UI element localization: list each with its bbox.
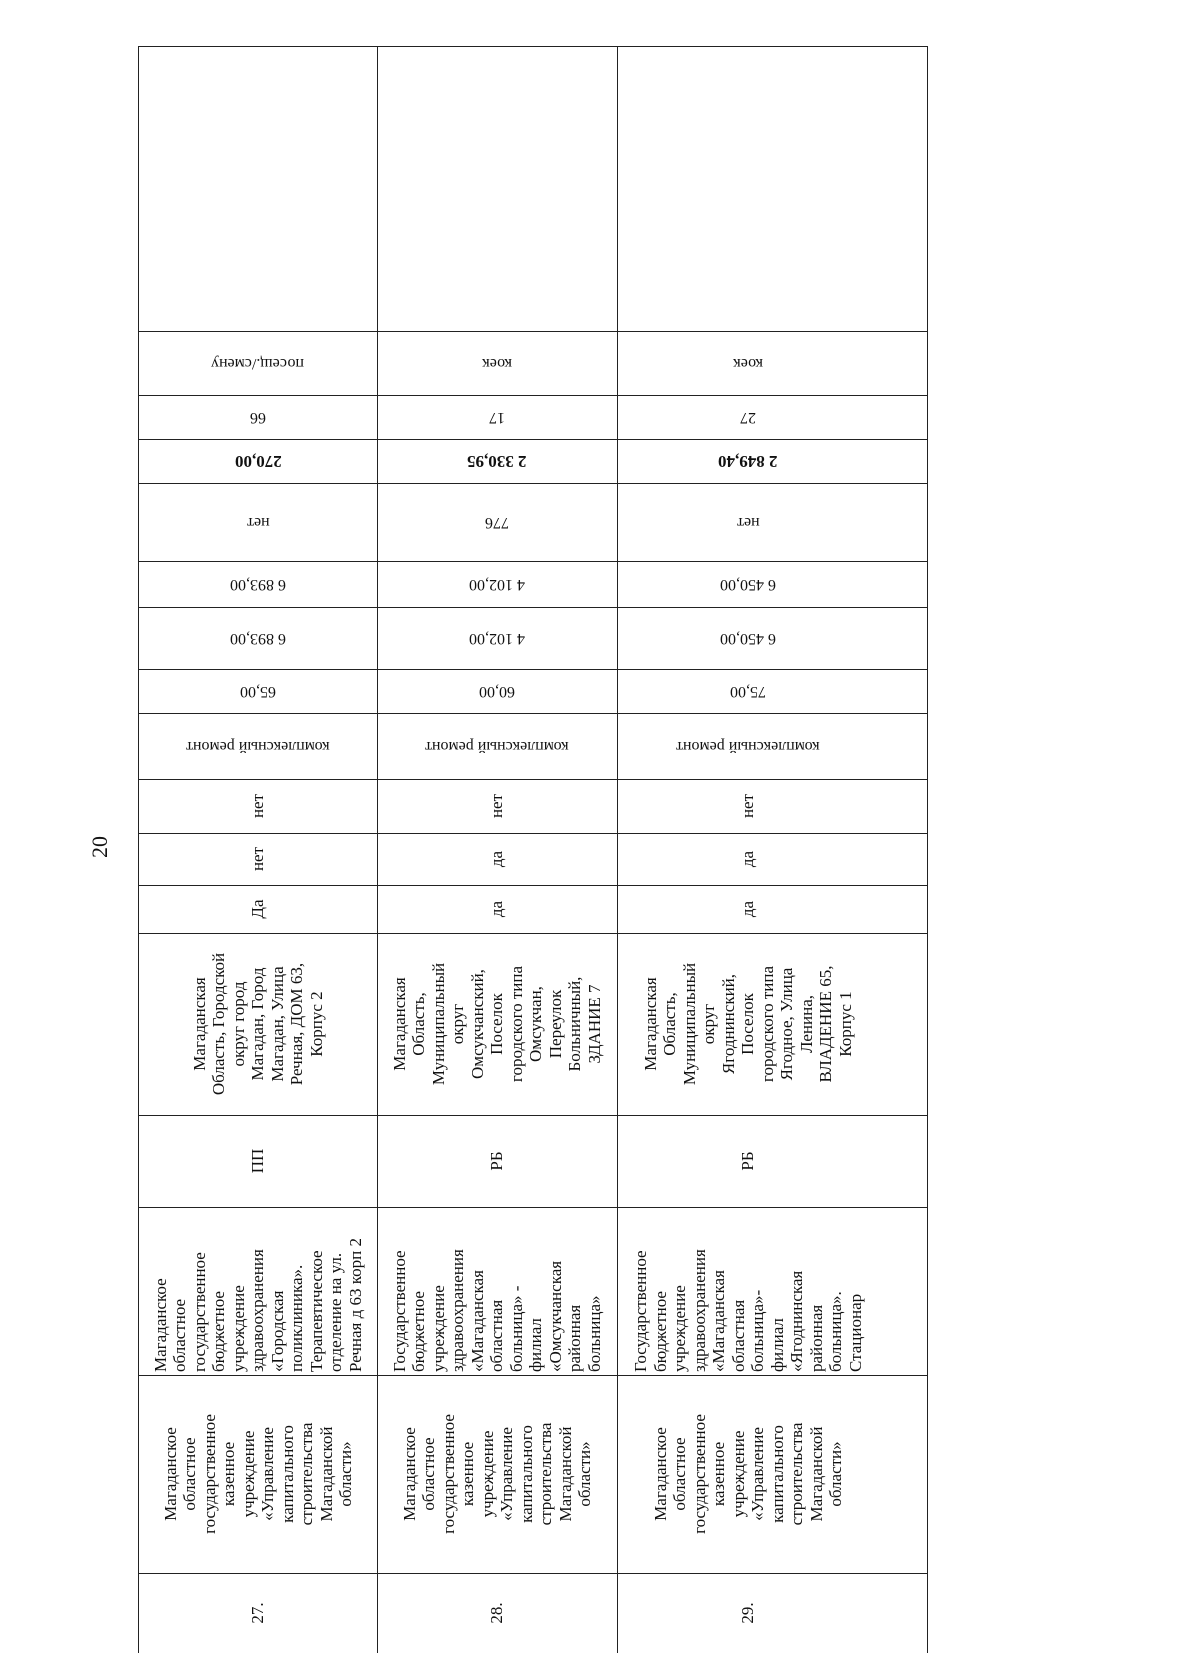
cell-text-capacity: 66 [250, 409, 266, 426]
table-cell-unit [617, 331, 879, 395]
table-cell-capacity [139, 395, 377, 439]
cell-text-price: 270,00 [234, 452, 282, 471]
cell-text-capacity: 27 [740, 409, 756, 426]
table-cell-work [617, 713, 879, 779]
table-cell-cost_work [617, 561, 879, 607]
table-cell-address [617, 933, 879, 1115]
table-cell-num [377, 1573, 617, 1653]
table-cell-type [139, 1115, 377, 1207]
table-cell-flag2 [617, 833, 879, 885]
table-cell-address [377, 933, 617, 1115]
cell-text-num: 27. [248, 1602, 268, 1624]
cell-text-address: Магаданская Область, Муниципальный округ Ягоднинский, Поселок городского типа Ягодное, Улица Ленина, ВЛАДЕНИЕ 65, Корпус 1 [640, 962, 855, 1086]
table-cell-flag3 [377, 779, 617, 833]
table-cell-flag1 [617, 885, 879, 933]
cell-text-num: 29. [738, 1602, 758, 1624]
table-cell-num [617, 1573, 879, 1653]
table-cell-customer [139, 1375, 377, 1573]
cell-text-institution: Государственное бюджетное учреждение здравоохранения «Магаданская областная больница» - филиал «Омсукчанская районная больница» [389, 1249, 604, 1372]
table-cell-wear [139, 669, 377, 713]
table-cell-flag2 [377, 833, 617, 885]
cell-text-wear: 65,00 [240, 683, 276, 700]
table-cell-address [139, 933, 377, 1115]
table-cell-wear [617, 669, 879, 713]
table-cell-cost_work [139, 561, 377, 607]
cell-text-work: комплексный ремонт [186, 738, 330, 755]
table-cell-capacity [377, 395, 617, 439]
cell-text-area: нет [246, 514, 270, 531]
table-cell-capacity [617, 395, 879, 439]
table-cell-num [139, 1573, 377, 1653]
cell-text-type: РБ [487, 1151, 507, 1171]
cell-text-address: Магаданская Область, Муниципальный округ Омсукчанский, Поселок городского типа Омсукчан, Переулок Больничный, ЗДАНИЕ 7 [389, 962, 604, 1086]
table-cell-institution [377, 1207, 617, 1375]
cell-text-flag1: да [738, 900, 758, 918]
cell-text-flag1: да [487, 900, 507, 918]
table-cell-customer [617, 1375, 879, 1573]
cell-text-flag3: нет [738, 793, 758, 819]
table-cell-institution [139, 1207, 377, 1375]
cell-text-unit: коек [481, 355, 513, 372]
cell-text-flag3: нет [248, 793, 268, 819]
cell-text-flag2: да [487, 850, 507, 868]
cell-text-flag1: Да [248, 899, 268, 919]
cell-text-customer: Магаданское областное государственное казенное учреждение «Управление капитального строительства Магаданской области» [650, 1414, 845, 1534]
cell-text-work: комплексный ремонт [676, 738, 820, 755]
cell-text-customer: Магаданское областное государственное казенное учреждение «Управление капитального строительства Магаданской области» [160, 1414, 355, 1534]
table-cell-institution [617, 1207, 879, 1375]
cell-text-num: 28. [487, 1602, 507, 1624]
table-cell-price [139, 439, 377, 483]
cell-text-price: 2 849,40 [718, 452, 778, 471]
table-cell-price [377, 439, 617, 483]
cell-text-capacity: 17 [489, 409, 505, 426]
cell-text-price: 2 330,95 [467, 452, 527, 471]
table-cell-unit [139, 331, 377, 395]
cell-text-area: 776 [485, 514, 509, 531]
cell-text-unit: коек [732, 355, 764, 372]
table-cell-flag3 [617, 779, 879, 833]
cell-text-address: Магаданская Область, Городской округ город Магадан, Город Магадан, Улица Речная, ДОМ 63, Корпус 2 [189, 952, 326, 1096]
table-cell-work [139, 713, 377, 779]
cell-text-unit: посещ./смену [211, 355, 305, 372]
table-cell-area [377, 483, 617, 561]
cell-text-type: РБ [738, 1151, 758, 1171]
table-cell-flag1 [377, 885, 617, 933]
table-cell-price [617, 439, 879, 483]
cell-text-type: ПП [248, 1148, 268, 1174]
cell-text-cost_total: 6 893,00 [230, 630, 286, 647]
cell-text-flag3: нет [487, 793, 507, 819]
table-cell-customer [377, 1375, 617, 1573]
table-cell-cost_total [139, 607, 377, 669]
cell-text-institution: Государственное бюджетное учреждение здравоохранения «Магаданская областная больница»- филиал «Ягоднинская районная больница». Стационар [631, 1249, 865, 1372]
table-cell-type [377, 1115, 617, 1207]
table-cell-wear [377, 669, 617, 713]
cell-text-institution: Магаданское областное государственное бюджетное учреждение здравоохранения «Городская поликлиника». Терапевтическое отделение на ул. Речная д 63 корп 2 [150, 1237, 365, 1372]
cell-text-cost_total: 6 450,00 [720, 630, 776, 647]
cell-text-cost_work: 6 893,00 [230, 576, 286, 593]
table-cell-flag1 [139, 885, 377, 933]
cell-text-work: комплексный ремонт [425, 738, 569, 755]
table-cell-flag3 [139, 779, 377, 833]
table-cell-type [617, 1115, 879, 1207]
table-cell-cost_total [617, 607, 879, 669]
table-cell-work [377, 713, 617, 779]
table-cell-cost_work [377, 561, 617, 607]
table-cell-unit [377, 331, 617, 395]
table-cell-area [617, 483, 879, 561]
table-cell-area [139, 483, 377, 561]
cell-text-flag2: да [738, 850, 758, 868]
table-cell-flag2 [139, 833, 377, 885]
cell-text-customer: Магаданское областное государственное казенное учреждение «Управление капитального строительства Магаданской области» [399, 1414, 594, 1534]
cell-text-cost_work: 6 450,00 [720, 576, 776, 593]
repair-table [138, 46, 928, 1653]
cell-text-area: нет [736, 514, 760, 531]
cell-text-wear: 60,00 [479, 683, 515, 700]
cell-text-cost_work: 4 102,00 [469, 576, 525, 593]
cell-text-cost_total: 4 102,00 [469, 630, 525, 647]
table-cell-cost_total [377, 607, 617, 669]
page-number: 20 [87, 836, 112, 858]
cell-text-wear: 75,00 [730, 683, 766, 700]
cell-text-flag2: нет [248, 846, 268, 872]
